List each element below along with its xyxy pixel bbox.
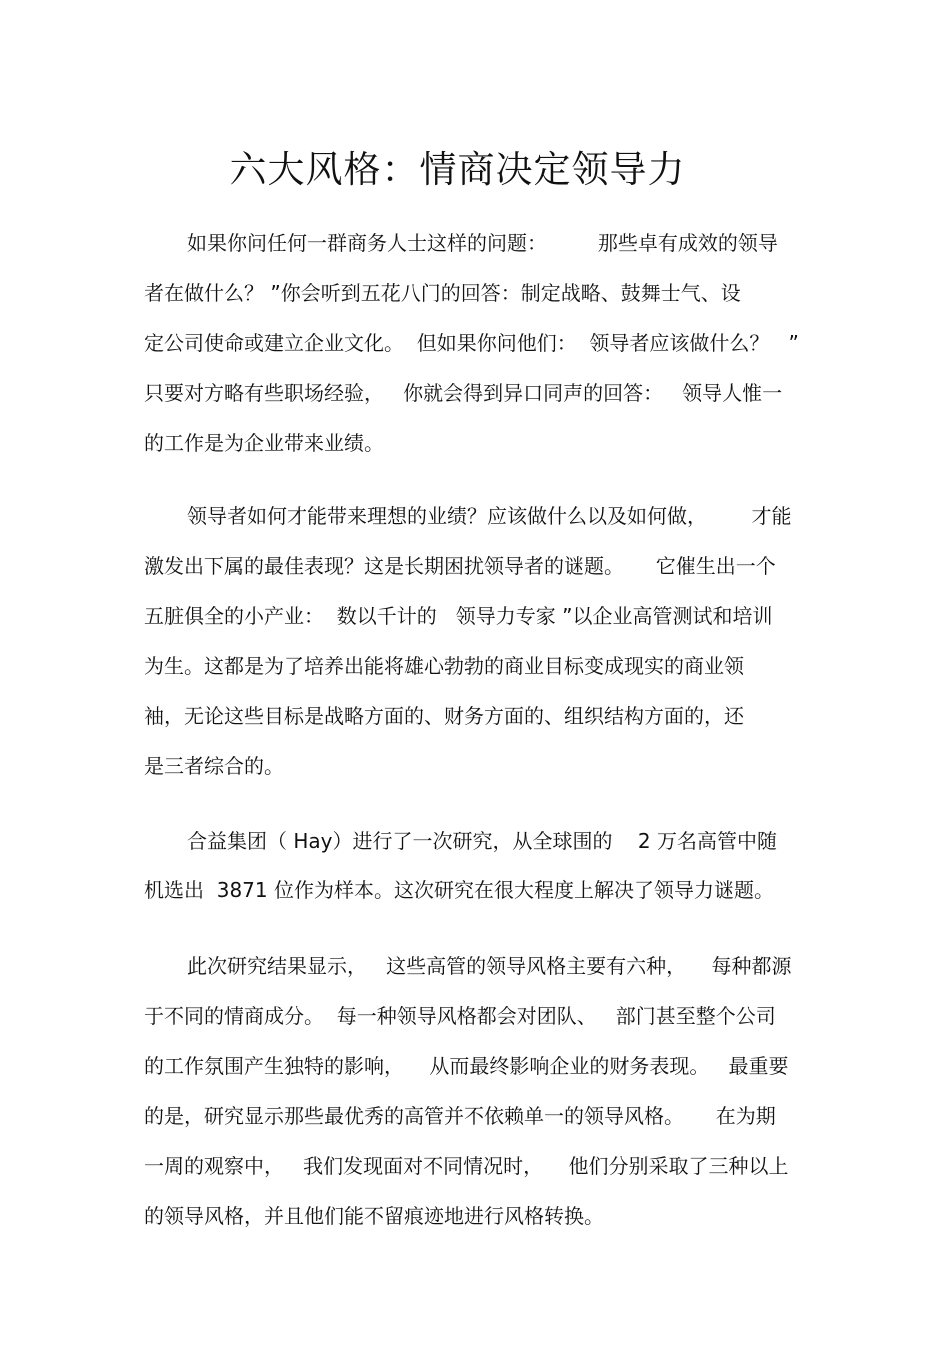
- paragraph-1-line-1: 如果你问任何一群商务人士这样的问题： 那些卓有成效的领导: [187, 231, 778, 255]
- paragraph-4-line-3: 的工作氛围产生独特的影响， 从而最终影响企业的财务表现。 最重要: [144, 1054, 789, 1078]
- paragraph-4-line-4: 的是，研究显示那些最优秀的高管并不依赖单一的领导风格。 在为期: [144, 1104, 776, 1128]
- paragraph-1-line-2: 者在做什么？ ”你会听到五花八门的回答：制定战略、鼓舞士气、设: [144, 281, 741, 305]
- paragraph-2-line-2: 激发出下属的最佳表现？这是长期困扰领导者的谜题。 它催生出一个: [144, 554, 776, 578]
- paragraph-2-line-1: 领导者如何才能带来理想的业绩？应该做什么以及如何做， 才能: [187, 504, 792, 528]
- paragraph-3-line-1: 合益集团（ Hay）进行了一次研究，从全球围的 2 万名高管中随: [187, 829, 777, 853]
- paragraph-2-line-3: 五脏俱全的小产业： 数以千计的 领导力专家 ”以企业高管测试和培训: [144, 604, 773, 628]
- paragraph-2-line-5: 袖，无论这些目标是战略方面的、财务方面的、组织结构方面的，还: [144, 704, 744, 728]
- document-title: 六大风格：情商决定领导力: [229, 148, 686, 191]
- paragraph-4-line-2: 于不同的情商成分。 每一种领导风格都会对团队、 部门甚至整个公司: [144, 1004, 776, 1028]
- paragraph-1-line-5: 的工作是为企业带来业绩。: [144, 431, 384, 455]
- paragraph-2-line-4: 为生。这都是为了培养出能将雄心勃勃的商业目标变成现实的商业领: [144, 654, 744, 678]
- paragraph-1-line-4: 只要对方略有些职场经验， 你就会得到异口同声的回答： 领导人惟一: [144, 381, 783, 405]
- paragraph-1-line-3: 定公司使命或建立企业文化。 但如果你问他们： 领导者应该做什么？ ”: [144, 331, 799, 355]
- paragraph-3-line-2: 机选出 3871 位作为样本。这次研究在很大程度上解决了领导力谜题。: [144, 878, 774, 902]
- paragraph-4-line-5: 一周的观察中， 我们发现面对不同情况时， 他们分别采取了三种以上: [144, 1154, 789, 1178]
- paragraph-4-line-6: 的领导风格，并且他们能不留痕迹地进行风格转换。: [144, 1204, 604, 1228]
- paragraph-4-line-1: 此次研究结果显示， 这些高管的领导风格主要有六种， 每种都源: [187, 954, 792, 978]
- paragraph-2-line-6: 是三者综合的。: [144, 754, 284, 778]
